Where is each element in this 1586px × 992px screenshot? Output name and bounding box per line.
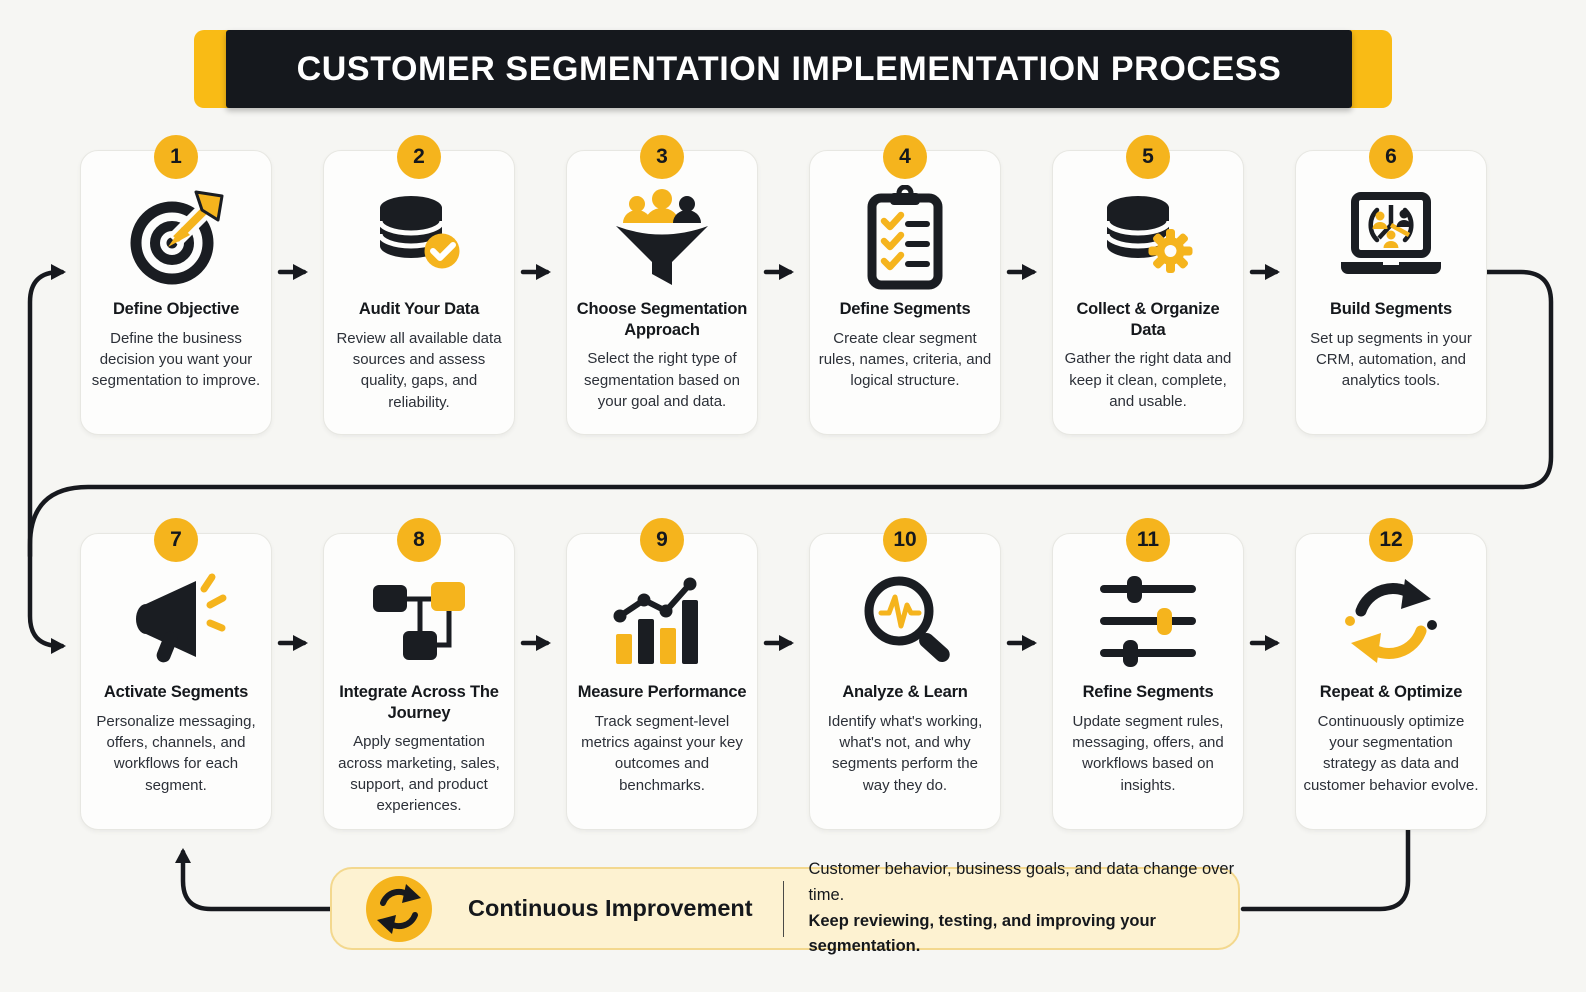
banner-divider (783, 881, 785, 937)
step-title: Audit Your Data (358, 300, 480, 318)
step-title: Collect & Organize Data (1076, 300, 1220, 339)
step-card-11 (1052, 528, 1244, 830)
database-check-icon (369, 181, 469, 295)
step-number-badge: 12 (1369, 518, 1413, 562)
step-description: Create clear segment rules, names, criteria, and logical structure. (818, 329, 992, 390)
step-description: Review all available data sources and assess quality, gaps, and reliability. (336, 329, 502, 411)
banner-line-2: Keep reviewing, testing, and improving your segmentation. (808, 911, 1156, 956)
checklist-icon (857, 181, 953, 295)
step-card-5 (1052, 145, 1244, 435)
target-arrow-icon (124, 181, 228, 295)
step-card-2 (323, 145, 515, 435)
step-description: Define the business decision you want your segmentation to improve. (91, 329, 261, 390)
funnel-people-icon (610, 181, 714, 295)
step-number-badge: 9 (640, 518, 684, 562)
sliders-icon (1096, 564, 1200, 678)
step-title: Define Segments (839, 300, 971, 318)
database-gear-icon (1096, 181, 1200, 295)
step-number-badge: 8 (397, 518, 441, 562)
step-number-badge: 11 (1126, 518, 1170, 562)
step-number-badge: 3 (640, 135, 684, 179)
step-number-badge: 6 (1369, 135, 1413, 179)
connector-banner-7 (183, 852, 330, 909)
step-description: Set up segments in your CRM, automation, and analytics tools. (1310, 329, 1472, 390)
step-description: Personalize messaging, offers, channels, and workflows for each segment. (96, 712, 256, 794)
step-title: Activate Segments (103, 683, 249, 701)
refresh-cycle-icon (1339, 564, 1443, 678)
step-card-3 (566, 145, 758, 435)
step-card-6 (1295, 145, 1487, 435)
step-title: Build Segments (1330, 300, 1452, 318)
step-title: Refine Segments (1082, 683, 1214, 701)
step-card-10 (809, 528, 1001, 830)
flowchart-icon (369, 564, 469, 678)
step-title: Analyze & Learn (842, 683, 968, 701)
connector-12-banner (1243, 830, 1408, 909)
step-description: Identify what's working, what's not, and why segments perform the way they do. (827, 712, 983, 794)
step-number-badge: 7 (154, 518, 198, 562)
step-card-8 (323, 528, 515, 830)
step-title: Integrate Across The Journey (339, 683, 499, 722)
step-card-7 (80, 528, 272, 830)
step-number-badge: 10 (883, 518, 927, 562)
step-number-badge: 1 (154, 135, 198, 179)
step-title: Repeat & Optimize (1319, 683, 1463, 701)
bar-chart-icon (610, 564, 714, 678)
step-number-badge: 5 (1126, 135, 1170, 179)
step-card-1 (80, 145, 272, 435)
page-title: CUSTOMER SEGMENTATION IMPLEMENTATION PROCESS (296, 49, 1282, 88)
step-title: Measure Performance (577, 683, 747, 701)
continuous-improvement-banner (330, 860, 1240, 956)
step-card-9 (566, 528, 758, 830)
step-description: Apply segmentation across marketing, sales, support, and product experiences. (338, 733, 500, 815)
header-accent-tab-right (1350, 30, 1392, 108)
step-number-badge: 4 (883, 135, 927, 179)
banner-title: Continuous Improvement (468, 895, 753, 921)
banner-line-1: Customer behavior, business goals, and data change over time. (808, 860, 1235, 904)
step-title: Define Objective (112, 300, 240, 318)
refresh-circle-icon (366, 876, 432, 942)
banner-text (808, 857, 1238, 959)
step-description: Update segment rules, messaging, offers, and workflows based on insights. (1072, 712, 1224, 794)
header-banner (226, 30, 1352, 108)
step-description: Track segment-level metrics against your key outcomes and benchmarks. (581, 712, 743, 794)
step-card-4 (809, 145, 1001, 435)
step-card-12 (1295, 528, 1487, 830)
megaphone-icon (120, 564, 232, 678)
step-title: Choose Segmentation Approach (576, 300, 748, 339)
laptop-segments-icon (1332, 181, 1450, 295)
step-description: Continuously optimize your segmentation strategy as data and customer behavior evolve. (1303, 712, 1479, 794)
step-number-badge: 2 (397, 135, 441, 179)
magnifier-pulse-icon (853, 564, 957, 678)
step-description: Select the right type of segmentation based on your goal and data. (584, 350, 740, 410)
step-description: Gather the right data and keep it clean, complete, and usable. (1064, 350, 1232, 410)
